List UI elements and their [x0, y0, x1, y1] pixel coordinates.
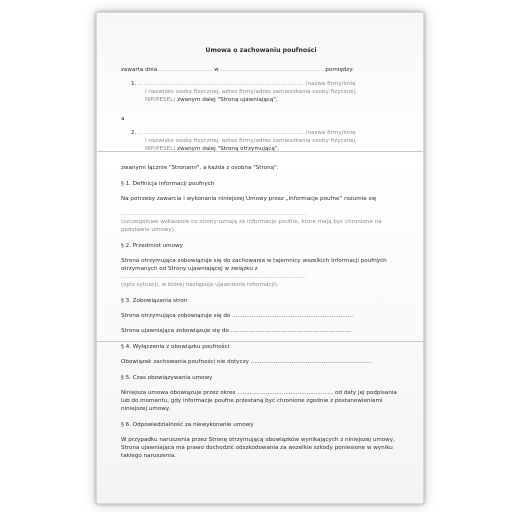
section-blank: ........................................................................................................ — [121, 211, 306, 217]
party-name-blank: ............................................................................................. — [138, 130, 304, 136]
section-line: Strona otrzymująca zobowiązuje się do .................................................................... — [121, 313, 354, 319]
section-body: Strona otrzymująca zobowiązuje się do zachowania w tajemnicy wszelkich Informacji poufnych otrzymanych od Strony ujawniającej w związku z — [121, 258, 387, 272]
party-hint: i nazwisko osoby fizycznej, adres firmy/adres zamieszkania osoby fizycznej, — [145, 138, 357, 144]
party-name-blank: ............................................................................................. — [138, 81, 304, 87]
document-body — [121, 47, 401, 460]
section-heading: § 2. Przedmiot umowy — [121, 243, 183, 249]
party-hint: NIP/PESEL) — [145, 146, 176, 152]
section-body: Niniejsza umowa obowiązuje przez okres ...................................................... od daty jej podpisania lub do momentu, gdy informacje poufne przestaną być chronione zgodnie z postanowieniami niniejszej umowy. — [121, 390, 397, 412]
jointly-text: zwanymi łącznie "Stronami", a każda z osobna "Stroną". — [121, 165, 279, 171]
party-called: zwanym dalej "Stroną otrzymującą", — [177, 146, 280, 152]
party-called: zwanym dalej "Stroną ujawniającą", — [177, 97, 278, 103]
section-hint: (opis sytuacji, w której następuje ujawnienie informacji). — [121, 282, 279, 288]
between-label: pomiędzy: — [325, 67, 355, 73]
party-number: 2. — [131, 130, 137, 136]
intro-line — [121, 66, 401, 74]
concluded-label: zawarta dnia — [121, 67, 158, 73]
section-hint: (szczegółowe wskazanie co strony uznają za informacje poufne, które mają być chronione na podstawie umowy). — [121, 219, 382, 233]
date-blank: .............................. — [158, 67, 213, 73]
section-heading: § 1. Definicja informacji poufnych — [121, 181, 215, 187]
section-heading: § 5. Czas obowiązywania umowy — [121, 375, 213, 381]
section-heading: § 4. Wyłączenia z obowiązku poufności — [121, 344, 230, 350]
section-blank: ........................................................................................................ — [121, 274, 306, 280]
party-hint: (nazwa firmy/imię — [305, 81, 356, 87]
place-blank: .......................................................... — [220, 67, 324, 73]
in-label: w — [214, 67, 219, 73]
party-2 — [131, 129, 401, 153]
party-number: 1. — [131, 81, 137, 87]
section-heading: § 3. Zobowiązania stron — [121, 298, 188, 304]
party-hint: (nazwa firmy/imię — [305, 130, 356, 136]
section-heading: § 6. Odpowiedzialność za niewykonanie umowy — [121, 422, 254, 428]
document-sheet — [96, 12, 424, 504]
document-title: Umowa o zachowaniu poufności — [205, 47, 317, 54]
section-line: Strona ujawniająca zobowiązuje się do .................................................................... — [121, 328, 352, 334]
section-body: W przypadku naruszenia przez Stronę otrzymującą obowiązków wynikających z niniejszej umowy, Strona ujawniająca ma prawo dochodzić odszkodowania za wszelkie szkody poniesione w wyniku takiego naruszenia. — [121, 437, 395, 459]
section-line: Obowiązek zachowania poufności nie dotyczy .................................................................... — [121, 359, 372, 365]
party-hint: NIP/PESEL) — [145, 97, 176, 103]
party-hint: i nazwisko osoby fizycznej, adres firmy/adres zamieszkania osoby fizycznej, — [145, 89, 357, 95]
section-body: Na potrzeby zawarcia i wykonania niniejszej Umowy przez „Informacje poufne” rozumie się — [121, 196, 377, 202]
and-label: a — [121, 116, 125, 122]
party-1 — [131, 80, 401, 104]
